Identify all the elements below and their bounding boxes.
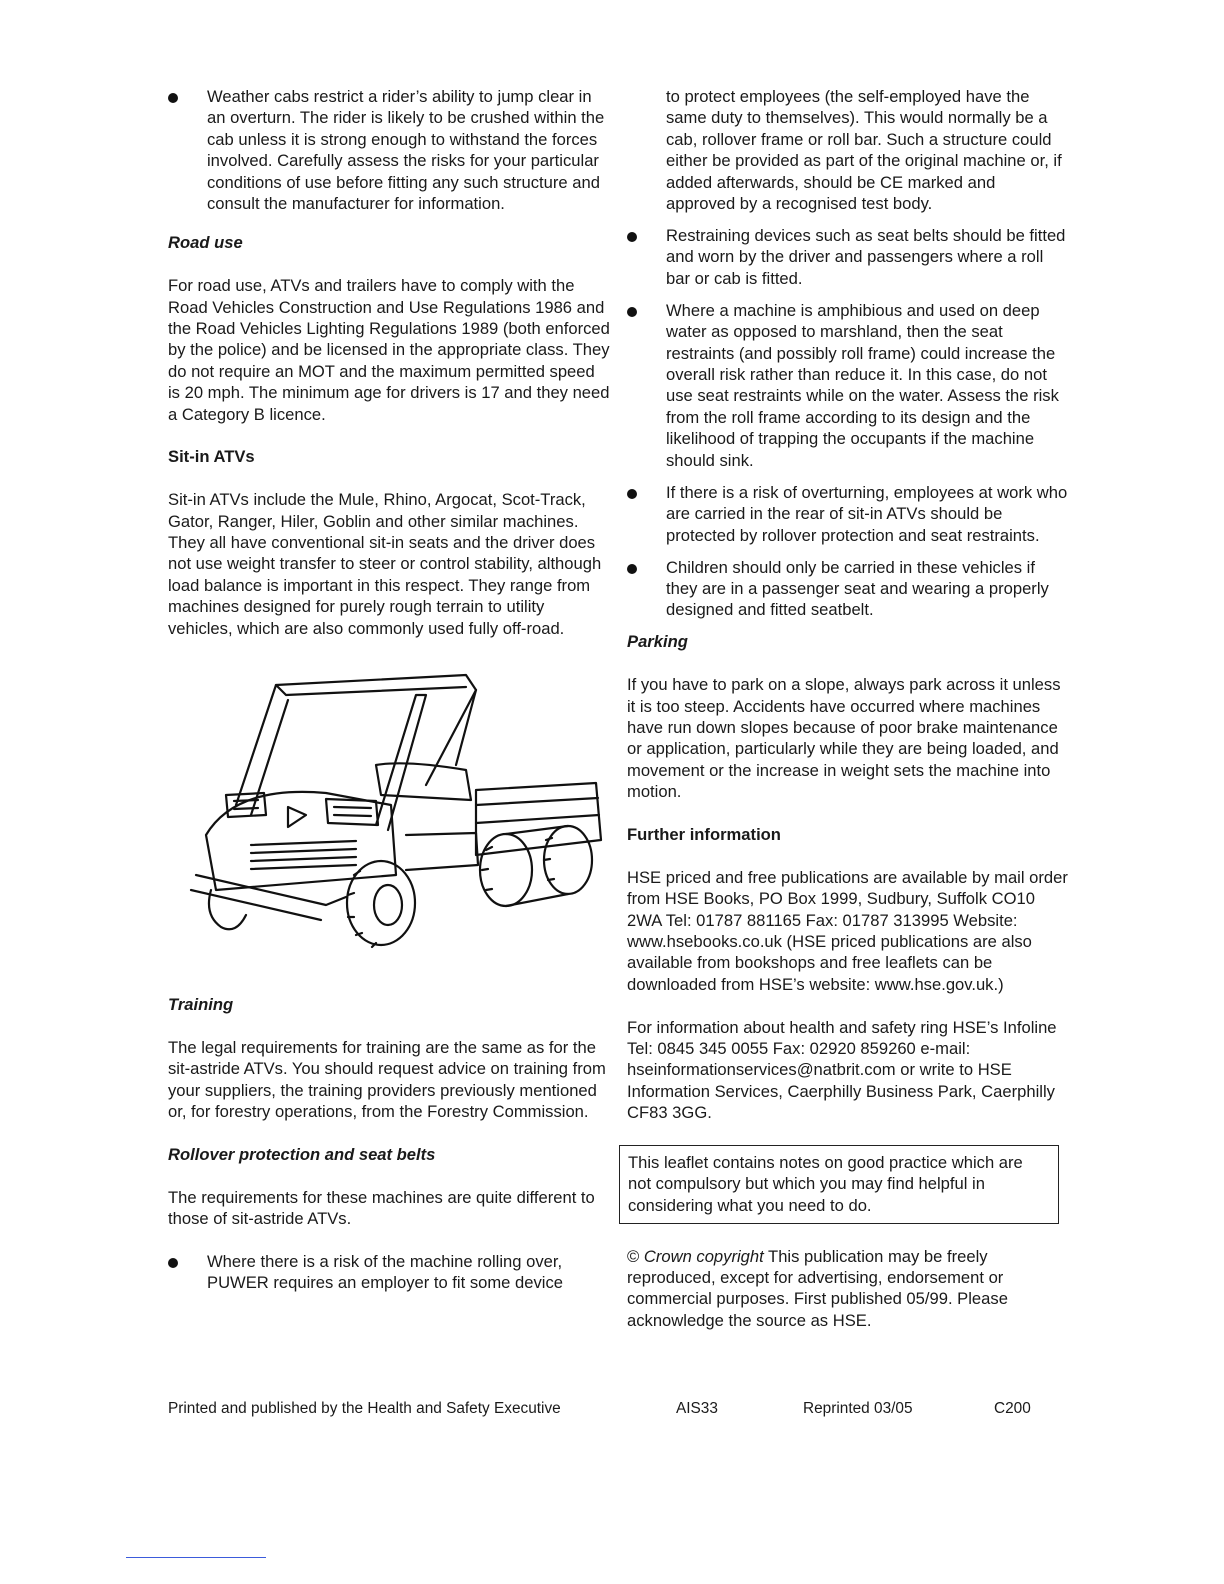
infoline-paragraph: For information about health and safety ring HSE’s Infoline Tel: 0845 345 0055 Fax: 02920 859260 e-mail: hseinformationservices@natbrit.com or write to HSE Information Services, Caerphilly Business Park, Caerphilly CF83 3GG. bbox=[627, 1017, 1057, 1123]
parking-heading: Parking bbox=[627, 632, 688, 652]
crown-copyright-label: Crown copyright bbox=[643, 1246, 764, 1266]
training-heading: Training bbox=[168, 994, 234, 1014]
sit-in-atvs-heading: Sit-in ATVs bbox=[168, 447, 255, 467]
bullet-item bbox=[168, 86, 610, 214]
further-information-heading: Further information bbox=[627, 824, 781, 844]
sit-in-atv-illustration bbox=[176, 665, 606, 955]
bullet-dot-icon bbox=[627, 232, 637, 242]
bullet-item bbox=[627, 557, 1069, 621]
good-practice-notice-box: This leaflet contains notes on good practice which are not compulsory but which you may find helpful in considering what you need to do. bbox=[619, 1145, 1059, 1224]
bullet-dot-icon bbox=[627, 307, 637, 317]
footer-price-code: C200 bbox=[994, 1400, 1031, 1417]
road-use-heading: Road use bbox=[168, 233, 243, 253]
bullet-dot-icon bbox=[627, 489, 637, 499]
sit-in-atvs-paragraph: Sit-in ATVs include the Mule, Rhino, Argocat, Scot-Track, Gator, Ranger, Hiler, Goblin and other similar machines. They all have conventional sit-in seats and the driver does not use weight transfer to steer or control stability, although load balance is important in this respect. They range from machines designed for purely rough terrain to utility vehicles, which are also commonly used fully off-road. bbox=[168, 490, 602, 638]
bullet-text: Children should only be carried in these vehicles if they are in a passenger seat and wearing a properly designed and fitted seatbelt. bbox=[666, 557, 1049, 620]
rollover-heading: Rollover protection and seat belts bbox=[168, 1144, 436, 1164]
bullet-item bbox=[168, 1251, 610, 1294]
footer-reprinted: Reprinted 03/05 bbox=[803, 1400, 913, 1417]
footer-publisher: Printed and published by the Health and Safety Executive bbox=[168, 1400, 561, 1417]
bullet-item bbox=[627, 300, 1069, 471]
bullet-dot-icon bbox=[627, 564, 637, 574]
bullet-dot-icon bbox=[168, 1258, 178, 1268]
bullet-text: If there is a risk of overturning, employees at work who are carried in the rear of sit-in ATVs should be protected by rollover protection and seat restraints. bbox=[666, 482, 1068, 545]
footer-code: AIS33 bbox=[676, 1400, 718, 1417]
training-paragraph: The legal requirements for training are the same as for the sit-astride ATVs. You should request advice on training from your suppliers, the training providers previously mentioned or, for forestry operations, from the Forestry Commission. bbox=[168, 1037, 606, 1121]
copyright-text: This publication may be freely reproduced, except for advertising, endorsement or commercial purposes. First published 05/99. Please acknowledge the source as HSE. bbox=[627, 1246, 1008, 1330]
continued-bullet-text: to protect employees (the self-employed have the same duty to themselves). This would normally be a cab, rollover frame or roll bar. Such a structure could either be provided as part of the original machine or, if added afterwards, should be CE marked and approved by a recognised test body. bbox=[666, 87, 1062, 214]
bullet-item bbox=[627, 225, 1069, 289]
copyright-paragraph bbox=[627, 1246, 1069, 1332]
footnote-rule bbox=[126, 1557, 266, 1558]
right-column bbox=[627, 86, 1069, 1353]
further-information-paragraph: HSE priced and free publications are available by mail order from HSE Books, PO Box 1999, Sudbury, Suffolk CO10 2WA Tel: 01787 881165 Fax: 01787 313995 Website: www.hsebooks.co.uk (HSE priced publications are also available from bookshops and free leaflets can be downloaded from HSE’s website: www.hse.gov.uk.) bbox=[627, 867, 1068, 994]
left-column bbox=[168, 86, 610, 1304]
road-use-paragraph: For road use, ATVs and trailers have to comply with the Road Vehicles Construction and Use Regulations 1986 and the Road Vehicles Lighting Regulations 1989 (both enforced by the police) and be licensed in the appropriate class. They do not require an MOT and the maximum permitted speed is 20 mph. The minimum age for drivers is 17 and they need a Category B licence. bbox=[168, 276, 610, 424]
bullet-text: Where a machine is amphibious and used on deep water as opposed to marshland, then the seat restraints (and possibly roll frame) could increase the overall risk rather than reduce it. In this case, do not use seat restraints while on the water. Assess the risk from the roll frame according to its design and the likelihood of trapping the occupants if the machine should sink. bbox=[666, 300, 1059, 470]
rollover-paragraph: The requirements for these machines are quite different to those of sit-astride ATVs. bbox=[168, 1187, 595, 1228]
parking-paragraph: If you have to park on a slope, always park across it unless it is too steep. Accidents have occurred where machines have run down slopes because of poor brake maintenance or application, particularly while they are being loaded, and movement or the increase in weight sets the machine into motion. bbox=[627, 675, 1061, 802]
bullet-text: Weather cabs restrict a rider’s ability to jump clear in an overturn. The rider is likely to be crushed within the cab unless it is strong enough to withstand the forces involved. Carefully assess the risks for your particular conditions of use before fitting any such structure and consult the manufacturer for information. bbox=[207, 87, 605, 214]
bullet-dot-icon bbox=[168, 93, 178, 103]
bullet-text: Where there is a risk of the machine rolling over, PUWER requires an employer to fit some device bbox=[207, 1251, 563, 1293]
copyright-symbol: © bbox=[627, 1246, 644, 1266]
bullet-text: Restraining devices such as seat belts should be fitted and worn by the driver and passengers where a roll bar or cab is fitted. bbox=[666, 226, 1066, 288]
bullet-item bbox=[627, 482, 1069, 546]
